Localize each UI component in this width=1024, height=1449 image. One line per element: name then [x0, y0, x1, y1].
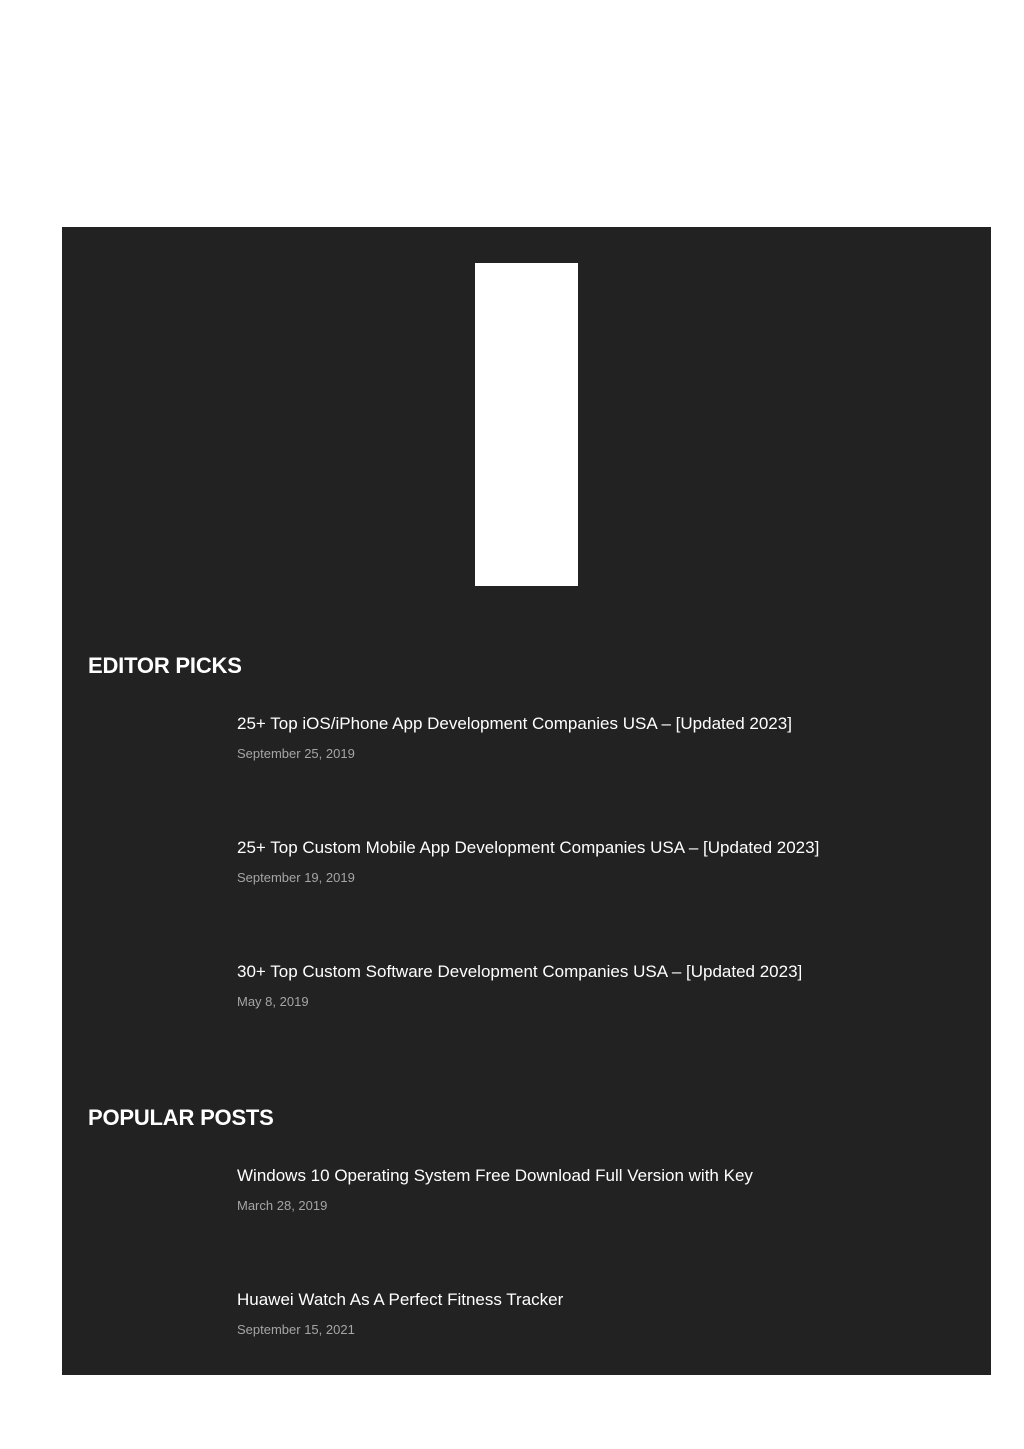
list-item — [88, 837, 968, 927]
post-date: September 25, 2019 — [237, 746, 355, 761]
popular-posts-heading: POPULAR POSTS — [88, 1105, 274, 1130]
post-title-link[interactable]: 30+ Top Custom Software Development Companies USA – [Updated 2023] — [237, 962, 803, 981]
editor-picks-heading: EDITOR PICKS — [88, 653, 242, 678]
list-item — [88, 961, 968, 1051]
post-thumbnail[interactable] — [88, 1165, 213, 1250]
post-title-link[interactable]: Windows 10 Operating System Free Download Full Version with Key — [237, 1166, 753, 1185]
list-item — [88, 713, 968, 803]
ad-banner[interactable] — [475, 263, 578, 586]
list-item — [88, 1165, 968, 1255]
post-date: March 28, 2019 — [237, 1198, 328, 1213]
post-date: September 19, 2019 — [237, 870, 355, 885]
list-item — [88, 1289, 968, 1379]
footer-panel — [62, 227, 991, 1375]
post-thumbnail[interactable] — [88, 713, 213, 798]
post-thumbnail[interactable] — [88, 837, 213, 922]
post-date: May 8, 2019 — [237, 994, 309, 1009]
post-thumbnail[interactable] — [88, 961, 213, 1046]
post-title-link[interactable]: 25+ Top iOS/iPhone App Development Companies USA – [Updated 2023] — [237, 714, 792, 733]
post-title-link[interactable]: 25+ Top Custom Mobile App Development Companies USA – [Updated 2023] — [237, 838, 820, 857]
post-title-link[interactable]: Huawei Watch As A Perfect Fitness Tracker — [237, 1290, 564, 1309]
post-date: September 15, 2021 — [237, 1322, 355, 1337]
post-thumbnail[interactable] — [88, 1289, 213, 1374]
